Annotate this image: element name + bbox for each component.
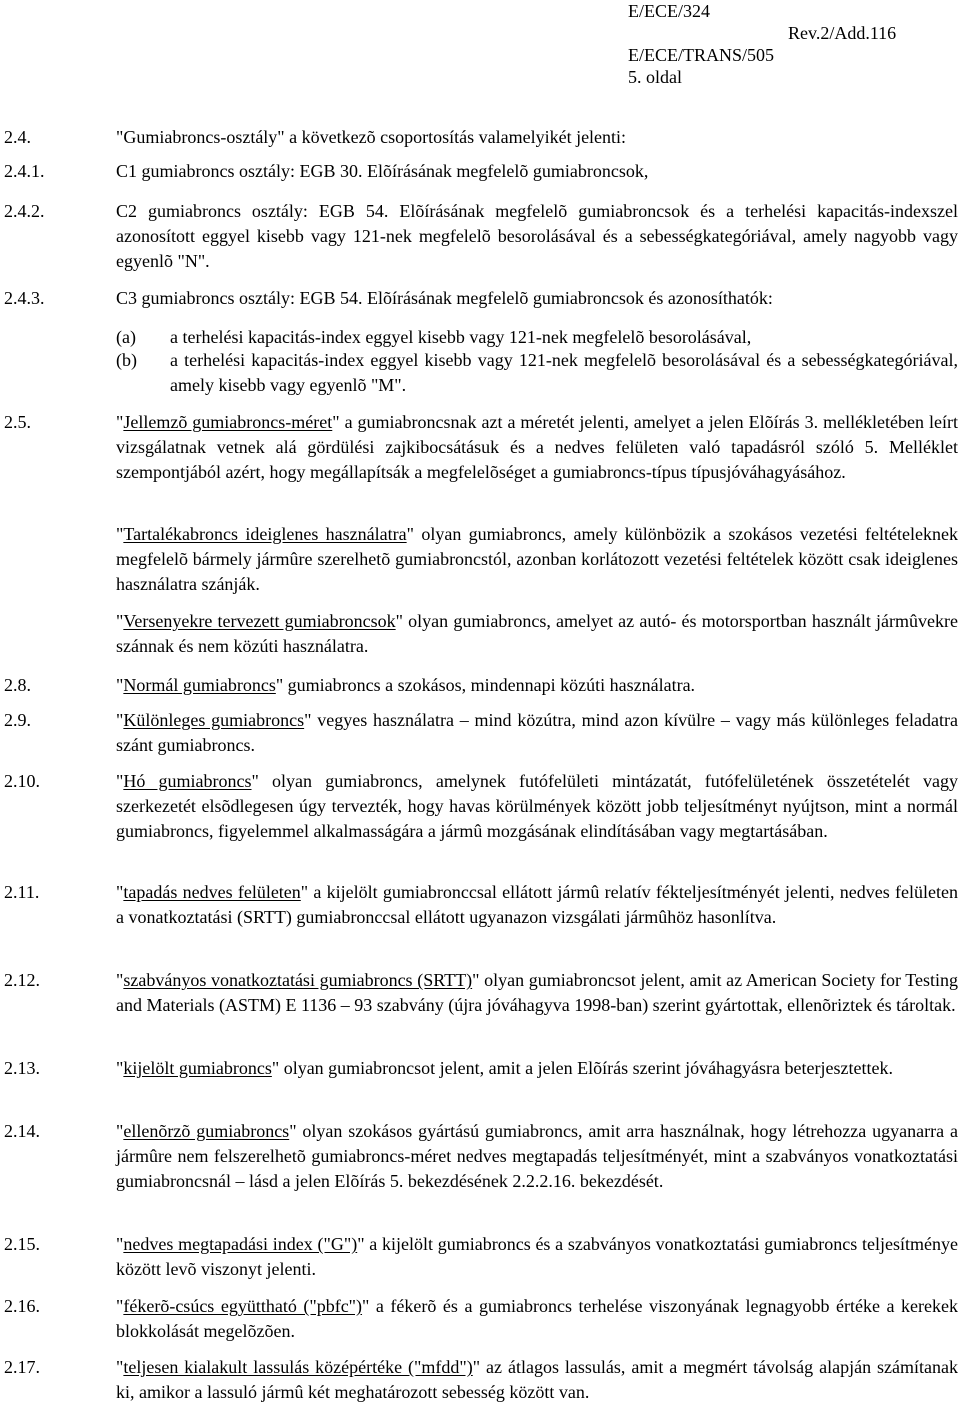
defined-term: szabványos vonatkoztatási gumiabroncs (SRTT) <box>123 970 473 990</box>
paragraph-text: " vegyes használatra – mind közútra, mind azon kívülre – vagy más különleges feladatra szánt gumiabroncs. <box>116 710 959 755</box>
paragraph-text: " olyan gumiabroncs, amelynek futófelületi mintázatát, futófelületének összetételét vagy szerkezetét elsõdlegesen úgy tervezték, hogy havas körülmények között jobb teljesítményt nyújtson, mint a normál gumiabroncs, figyelemmel alkalmasságára a jármû mozgásának elindításában vagy megtartásában. <box>116 771 958 841</box>
paragraph-number: 2.4. <box>4 127 31 147</box>
paragraph-number: 2.17. <box>4 1357 40 1377</box>
paragraph-2-4-1 <box>0 159 960 184</box>
defined-term: tapadás nedves felületen <box>123 882 301 902</box>
list-marker: (b) <box>116 350 137 370</box>
list-marker: (a) <box>116 327 136 347</box>
list-item-b <box>0 348 960 398</box>
paragraph-text: " olyan gumiabroncsot jelent, amit az American Society for Testing and Materials (ASTM) E 1136 – 93 szabvány (újra jóváhagyva 1998-ban) szerint gyártottak, ellenõriztek és tároltak. <box>116 970 958 1015</box>
paragraph-text: " olyan gumiabroncs, amely különbözik a szokásos vezetési feltételeknek megfelelõ bármely jármûre szerelhetõ gumiabroncstól, azonban korlátozott vezetési feltételek között csak ideiglenes használatra szánják. <box>116 524 958 594</box>
paragraph-number: 2.14. <box>4 1121 40 1141</box>
paragraph-2-5: 2.5. "Jellemzõ gumiabroncs-méret" a gumiabroncsnak azt a méretét jelenti, amelyet a jelen Elõírás 3. mellékletében leírt vizsgálatnak vetnek alá gördülési zajkibocsátásuk és a nedves felületen való tapadásról szóló 5. Melléklet szempontjából azért, hogy megállapítsák a megfelelõséget a gumiabroncs-típus típusjóváhagyásához. <box>4 412 958 482</box>
paragraph-2-4-3 <box>0 286 960 311</box>
paragraph-number: 2.4.1. <box>4 161 45 181</box>
defined-term: teljesen kialakult lassulás középértéke ("mfdd") <box>123 1357 473 1377</box>
paragraph-text: " a gumiabroncsnak azt a méretét jelenti, amelyet a jelen Elõírás 3. mellékletében leírt vizsgálatnak vetnek alá gördülési zajkibocsátásuk és a nedves felületen való tapadásról szóló 5. Melléklet szempontjából azért, hogy megállapítsák a megfelelõséget a gumiabroncs-típus típusjóváhagyásához. <box>116 412 958 482</box>
paragraph-racing-tyre: "Versenyekre tervezett gumiabroncsok" olyan gumiabroncs, amelyet az autó- és motorsportban használt jármûvekre szánnak és nem közúti használatra. <box>116 611 958 656</box>
trans-code: E/ECE/TRANS/505 <box>628 45 775 65</box>
document-code: E/ECE/324 <box>628 1 710 21</box>
paragraph-number: 2.13. <box>4 1058 40 1078</box>
defined-term: Különleges gumiabroncs <box>123 710 305 730</box>
paragraph-text: "Gumiabroncs-osztály" a következõ csoportosítás valamelyikét jelenti: <box>116 127 627 147</box>
paragraph-2-9: 2.9. "Különleges gumiabroncs" vegyes használatra – mind közútra, mind azon kívülre – vagy más különleges feladatra szánt gumiabroncs. <box>4 710 959 755</box>
paragraph-text: C2 gumiabroncs osztály: EGB 54. Elõírásának megfelelõ gumiabroncsok és a terhelési kapacitás-indexszel azonosított eggyel kisebb vagy 121-nek megfelelõ besorolásával és a sebességkategóriával, amely nagyobb vagy egyenlõ "N". <box>116 201 958 271</box>
paragraph-number: 2.9. <box>4 710 31 730</box>
paragraph-number: 2.16. <box>4 1296 40 1316</box>
paragraph-text: " az átlagos lassulás, amit a megmért távolság alapján számítanak ki, amikor a lassuló jármû két meghatározott sebesség között van. <box>116 1357 959 1402</box>
paragraph-text: C1 gumiabroncs osztály: EGB 30. Elõírásának megfelelõ gumiabroncsok, <box>116 161 649 181</box>
defined-term: fékerõ-csúcs együttható ("pbfc") <box>123 1296 363 1316</box>
paragraph-text: " a fékerõ és a gumiabroncs terhelése viszonyának legnagyobb értéke a kerekek blokkolását megelõzõen. <box>116 1296 958 1341</box>
list-item-a <box>0 325 960 350</box>
paragraph-2-10: 2.10. "Hó gumiabroncs" olyan gumiabroncs, amelynek futófelületi mintázatát, futófelületének összetételét vagy szerkezetét elsõdlegesen úgy tervezték, hogy havas körülmények között jobb teljesítményt nyújtson, mint a normál gumiabroncs, figyelemmel alkalmasságára a jármû mozgásának elindításában vagy megtartásában. <box>4 771 958 841</box>
paragraph-number: 2.15. <box>4 1234 40 1254</box>
paragraph-2-17: 2.17. "teljesen kialakult lassulás középértéke ("mfdd")" az átlagos lassulás, amit a megmért távolság alapján számítanak ki, amikor a lassuló jármû két meghatározott sebesség között van. <box>4 1357 959 1402</box>
paragraph-2-12: 2.12. "szabványos vonatkoztatási gumiabroncs (SRTT)" olyan gumiabroncsot jelent, amit az American Society for Testing and Materials (ASTM) E 1136 – 93 szabvány (újra jóváhagyva 1998-ban) szerint gyártottak, ellenõriztek és tároltak. <box>4 970 958 1015</box>
paragraph-2-8: 2.8. "Normál gumiabroncs" gumiabroncs a szokásos, mindennapi közúti használatra. <box>0 673 960 698</box>
paragraph-number: 2.5. <box>4 412 31 432</box>
paragraph-text: " olyan gumiabroncsot jelent, amit a jelen Elõírás szerint jóváhagyásra beterjesztettek. <box>271 1058 893 1078</box>
paragraph-text: " olyan szokásos gyártású gumiabroncs, amit arra használnak, hogy létrehozza ugyanarra a jármûre nem felszerelhetõ gumiabroncs-méret nedves megtapadás teljesítményét, mint a szabványos vonatkoztatási gumiabroncsnál – lásd a jelen Elõírás 5. bekezdésének 2.2.2.16. bekezdését. <box>116 1121 958 1191</box>
paragraph-2-11: 2.11. "tapadás nedves felületen" a kijelölt gumiabronccsal ellátott jármû relatív fékteljesítményét jelenti, nedves felületen a vonatkoztatási (SRTT) gumiabronccsal ellátott ugyanazon vizsgálati jármûhöz hasonlítva. <box>4 882 958 927</box>
defined-term: nedves megtapadási index ("G") <box>123 1234 358 1254</box>
defined-term: Jellemzõ gumiabroncs-méret <box>123 412 333 432</box>
paragraph-text: " a kijelölt gumiabroncs és a szabványos vonatkoztatási gumiabroncs teljesítménye között levõ viszonyt jelenti. <box>116 1234 958 1279</box>
paragraph-2-14: 2.14. "ellenõrzõ gumiabroncs" olyan szokásos gyártású gumiabroncs, amit arra használnak, hogy létrehozza ugyanarra a jármûre nem felszerelhetõ gumiabroncs-méret nedves megtapadás teljesítményét, mint a szabványos vonatkoztatási gumiabroncsnál – lásd a jelen Elõírás 5. bekezdésének 2.2.2.16. bekezdését. <box>4 1121 958 1191</box>
paragraph-text: " olyan gumiabroncs, amelyet az autó- és motorsportban használt jármûvekre szánnak és nem közúti használatra. <box>116 611 958 656</box>
defined-term: Hó gumiabroncs <box>123 771 252 791</box>
paragraph-spare-tyre: "Tartalékabroncs ideiglenes használatra" olyan gumiabroncs, amely különbözik a szokásos vezetési feltételeknek megfelelõ bármely jármûre szerelhetõ gumiabroncstól, azonban korlátozott vezetési feltételek között csak ideiglenes használatra szánják. <box>116 524 958 594</box>
revision-code: Rev.2/Add.116 <box>788 23 897 43</box>
defined-term: ellenõrzõ gumiabroncs <box>123 1121 290 1141</box>
defined-term: Tartalékabroncs ideiglenes használatra <box>123 524 407 544</box>
paragraph-2-16: 2.16. "fékerõ-csúcs együttható ("pbfc")" a fékerõ és a gumiabroncs terhelése viszonyának legnagyobb értéke a kerekek blokkolását megelõzõen. <box>4 1296 958 1341</box>
defined-term: Versenyekre tervezett gumiabroncsok <box>123 611 396 631</box>
page-number: 5. oldal <box>628 67 682 87</box>
paragraph-text: " a kijelölt gumiabronccsal ellátott jármû relatív fékteljesítményét jelenti, nedves felületen a vonatkoztatási (SRTT) gumiabronccsal ellátott ugyanazon vizsgálati jármûhöz hasonlítva. <box>116 882 958 927</box>
paragraph-number: 2.4.3. <box>4 288 45 308</box>
paragraph-number: 2.11. <box>4 882 40 902</box>
paragraph-number: 2.8. <box>4 675 31 695</box>
paragraph-2-15: 2.15. "nedves megtapadási index ("G")" a kijelölt gumiabroncs és a szabványos vonatkoztatási gumiabroncs teljesítménye között levõ viszonyt jelenti. <box>4 1234 958 1279</box>
paragraph-number: 2.10. <box>4 771 40 791</box>
paragraph-2-4 <box>0 125 960 150</box>
paragraph-2-13: 2.13. "kijelölt gumiabroncs" olyan gumiabroncsot jelent, amit a jelen Elõírás szerint jóváhagyásra beterjesztettek. <box>0 1056 960 1081</box>
defined-term: Normál gumiabroncs <box>123 675 276 695</box>
paragraph-2-4-2 <box>0 199 960 274</box>
paragraph-number: 2.4.2. <box>4 201 45 221</box>
list-item-text: a terhelési kapacitás-index eggyel kisebb vagy 121-nek megfelelõ besorolásával, <box>170 327 752 347</box>
paragraph-text: C3 gumiabroncs osztály: EGB 54. Elõírásának megfelelõ gumiabroncsok és azonosíthatók: <box>116 288 773 308</box>
paragraph-number: 2.12. <box>4 970 40 990</box>
paragraph-text: " gumiabroncs a szokásos, mindennapi közúti használatra. <box>275 675 696 695</box>
defined-term: kijelölt gumiabroncs <box>123 1058 272 1078</box>
list-item-text: a terhelési kapacitás-index eggyel kisebb vagy 121-nek megfelelõ besorolásával és a sebességkategóriával, amely kisebb vagy egyenlõ "M". <box>170 350 958 395</box>
